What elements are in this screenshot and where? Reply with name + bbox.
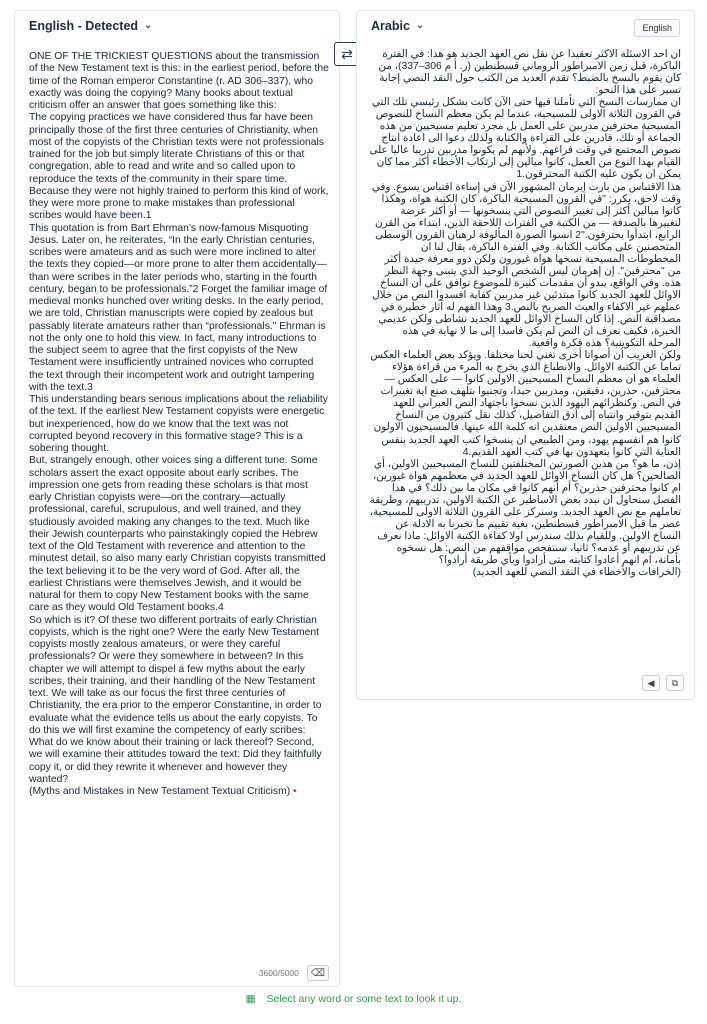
translation-paragraph: هذا الاقتباس من بارت إيرمان المشهور الآن في إساءة اقتباس يسوع. وفي وقت لاحق، يكرر: "في القرون المسيحية الباكرة، كان الكتبة هواة، وهكذا كانوا ميالين أكثر إلى تغيير النصوص التي ينسخونها — أو أكثر عرضة لتغييرها بالصدفة — من الكتبة في الفترات اللاحقة الذين، ابتداء من القرن الرابع، ابتدأوا يحترفون."2 انسوا الصورة المألوفة لرهبان القرون الوسطى المتحصنين على مكاتب الكتابة. وفي الفترة الباكرة، يقال لنا ان المخطوطات المسيحية نسخها هواة غيورون ولكن ذوو معرفة جيدة أكثر من "محترفين". إن إهرمان ليس الشخص الوحيد الذي يتبنى وجهة النظر هذه. وفي الواقع، يبدو أن مقدمات كثيرة للموضوع توافق على أن النساخ الاوائل للعهد الجديد كانوا مبتدئين غير مدربين كفاية افسدوا النص من خلال عملهم غير الاكفاء والعبث الصريح بالنص.3 وهذا الفهم له آثار خطيرة في مصداقية النص. إذا كان النساخ الاوائل للعهد الجديد نشاطى ولكن عديمي الخبرة، فكيف نعرف ان النص لم يكن فاسدا إلى ما لا نهاية في هذه المرحلة التكوينية؟ هذه فكرة واقعية. bbox=[371, 181, 681, 350]
translation-output[interactable] bbox=[369, 49, 681, 653]
translation-paragraph: ان احد الاسئلة الاكثر تعقيدا عن نقل نص العهد الجديد هو هذا: في الفترة الباكرة، قبل زمن الامبراطور الروماني قسطنطين (ر. أ م 306–337)، من كان يقوم بالنسخ بالضبط؟ تقدم العديد من الكتب حول النقد النصي إجابة تسير على هذا النحو: bbox=[378, 49, 681, 97]
translation-paragraph: ان ممارسات النسخ التي تأملنا فيها حتى الآن كانت بشكل رئيسي تلك التي في القرون الثلاثة الاولى للمسيحية، عندما لم يكن معظم النساخ للنصوص المسيحية محترفين مدربين على العمل بل مجرد تعليم مسيحيين من هذه الجماعة أو تلك، قادرين على القراءة والكتابة ولذلك دعوا الى اعادة انتاج نصوص المجتمع في وقت فراغهم. ولأنهم لم يكونوا مدربين تدريبا عاليا على القيام بهذا النوع من العمل، كانوا ميالين إلى ارتكاب الأخطاء أكثر مما كان يمكن ان يكون عليه الكتبة المحترفون.1 bbox=[369, 97, 681, 181]
chevron-down-icon: ⌄ bbox=[144, 19, 153, 31]
source-paragraph: But, strangely enough, other voices sing a different tune. Some scholars assert the exact opposite about early scribes. The impression one gets from reading these scholars is that most early Christian copyists were—on the contrary—actually professional, careful, scrupulous, and well trained, and they studiously avoided making any changes to the text. Much like their Jewish counterparts who painstakingly copied the Hebrew text of the Old Testament with reverence and attention to the minutest detail, so also many early Christian copyists transmitted the text believing it to be the very word of God. After all, the earliest Christians were themselves Jewish, and it would be natural for them to copy New Testament books with the same care as they would Old Testament books.4 bbox=[29, 455, 326, 614]
swap-arrows-icon: ⇄ bbox=[341, 45, 353, 62]
target-panel bbox=[356, 10, 695, 700]
target-language-selector[interactable] bbox=[371, 19, 424, 33]
source-language-label: English - Detected bbox=[29, 19, 139, 33]
speaker-icon[interactable]: ◀ bbox=[642, 675, 660, 691]
translation-paragraph: ولكن الغريب أن أصواتا أخرى تغني لحنا مختلفا. ويؤكد بعض العلماء العكس تماما عن الكتبة الاوائل. والانطباع الذي يخرج به المرء من قراءة هؤلاء العلماء هو ان معظم النساخ المسيحيين الاولين كانوا — على العكس — محترفين، حذرين، دقيقين، ومدربين جيدا، وتجنبوا بتلهف صنع اية تغييرات في النص. وكنظرائهم اليهود الذين نسخوا باجتهاد النص العبراني للعهد القديم بتوقير وانتباه إلى أدق التفاصيل، كذلك نقل كثيرون من النساخ المسيحيين الاولين النص معتقدين انه كلمة الله عينها. فالمسيحيون الاولون كانوا هم انفسهم يهود، ومن الطبيعي ان ينسخوا كتب العهد الجديد بنفس العناية التي كانوا يتعهدون بها في كتب العهد القديم.4 bbox=[370, 350, 681, 458]
translation-paragraph: (الخرافات والأخطاء في النقد النصي للعهد الجديد) bbox=[472, 567, 681, 579]
source-paragraph: This understanding bears serious implications about the reliability of the text. If the earliest New Testament copyists were energetic but inexperienced, how do we know that the text was not corrupted beyond recovery in this formative stage? This is a sobering thought. bbox=[29, 394, 328, 454]
target-language-label: Arabic bbox=[371, 19, 410, 33]
lookup-hint-text: Select any word or some text to look it up. bbox=[266, 993, 462, 1005]
source-panel bbox=[14, 10, 340, 987]
source-paragraph: ONE OF THE TRICKIEST QUESTIONS about the transmission of the New Testament text is this: in the earliest period, before the time of the Roman emperor Constantine (r. AD 306–337), who exactly was doing the copying? Many books about textual criticism offer an answer that goes something like this: bbox=[29, 51, 329, 111]
source-paragraph: So which is it? Of these two different portraits of early Christian copyists, which is the right one? Were the early New Testament copyists mostly zealous amateurs, or were they careful professionals? Or were they somewhere in between? In this chapter we will attempt to dispel a few myths about the early scribes, their training, and their handling of the New Testament text. We will take as our focus the first three centuries of Christianity, the era prior to the emperor Constantine, in order to evaluate what the evidence tells us about the early copyists. To do this we will first examine the competency of early scribes: What do we know about their training or lack thereof? Second, we will examine their attitudes toward the text: Did they faithfully copy it, or did they rewrite it whenever and however they wanted? bbox=[29, 614, 322, 785]
character-count: 3600/5000 bbox=[258, 968, 299, 978]
source-paragraph: This quotation is from Bart Ehrman’s now-famous Misquoting Jesus. Later on, he reiterates, “In the early Christian centuries, scribes were amateurs and as such were more inclined to alter the texts they copied—or more prone to alter them accidentally—than were scribes in the later periods who, starting in the fourth century, began to be professionals.”2 Forget the familiar image of medieval monks hunched over writing desks. In the early period, we are told, Christian manuscripts were copied by zealous but passably literate amateurs rather than “professionals.” Ehrman is not the only one to hold this view. In fact, many introductions to the subject seem to agree that the first copyists of the New Testament were insufficiently untrained novices who corrupted the text through their incompetent work and outright tampering with the text.3 bbox=[29, 222, 328, 393]
source-textarea[interactable] bbox=[29, 51, 329, 953]
chevron-down-icon: ⌄ bbox=[415, 19, 425, 31]
source-language-badge[interactable]: English bbox=[634, 19, 680, 37]
lookup-hint bbox=[0, 993, 707, 1005]
eraser-icon[interactable]: ⌫ bbox=[307, 965, 329, 981]
translation-paragraph: إذن، ما هو؟ من هذين الصورتين المختلفتين للنساخ المسيحيين الاولين، أي الصالحين؟ هل كان النساخ الاوائل للعهد الجديد في معظمهم هواة غيورين، ام كانوا محترفين حذرين؟ أم أنهم كانوا في مكان ما بين ذلك؟ في هذا الفصل سنحاول ان نبدد بعض الاساطير عن الكتبة الاولين، تدريبهم، وطريقة تعاملهم مع نص العهد الجديد. وسنركز على القرون الثلاثة الاولى للمسيحية، عصر ما قبل الامبراطور قسطنطين، بغية تقييم ما تخبرنا به الادلة عن النساخ الاولين. وللقيام بذلك سندرس اولا كفاءة الكتبة الاوائل: ماذا نعرف عن تدريبهم أو عدمه؟ ثانيا، سنتفحص مواقفهم من النص: هل نسخوه بأمانة، ام انهم أعادوا كتابته متى أرادوا وبأي طريقة أرادوا؟ bbox=[369, 458, 681, 566]
source-citation: (Myths and Mistakes in New Testament Textual Criticism) • bbox=[29, 786, 297, 797]
red-dot-icon: • bbox=[293, 786, 297, 797]
copy-icon[interactable]: ⧉ bbox=[666, 675, 684, 691]
source-paragraph: The copying practices we have considered thus far have been principally those of the first three centuries of Christianity, when most of the copyists of the Christian texts were not professionals trained for the job but simply literate Christians of this or that congregation, able to read and write and so called upon to reproduce the texts of the community in their spare time. Because they were not highly trained to perform this kind of work, they were more prone to make mistakes than professional scribes would have been.1 bbox=[29, 112, 329, 222]
output-toolbar bbox=[642, 675, 684, 691]
source-language-selector[interactable] bbox=[29, 19, 152, 33]
book-icon: ▦ bbox=[245, 993, 256, 1005]
